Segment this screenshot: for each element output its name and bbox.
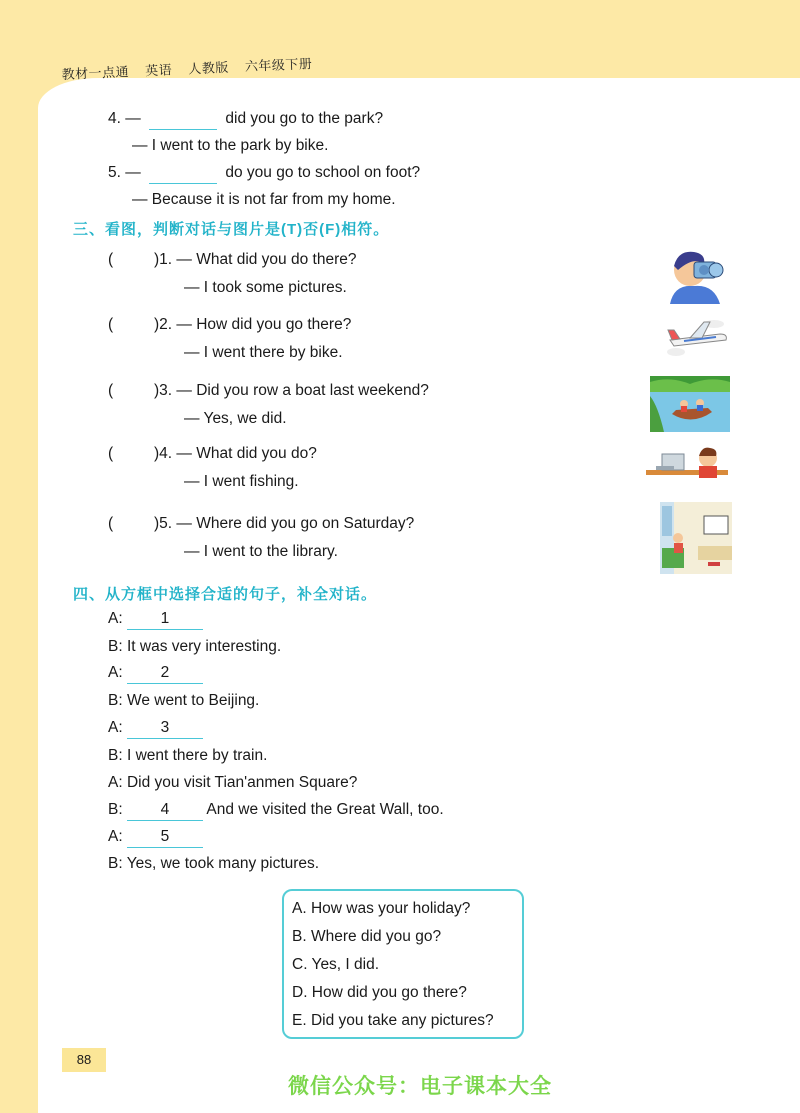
section3-title: 三、看图，判断对话与图片是(T)否(F)相符。 <box>73 221 390 238</box>
header-book: 教材一点通 <box>61 64 130 83</box>
answer-blank[interactable] <box>149 163 217 184</box>
s3-item-3: ( )3. — Did you row a boat last weekend? <box>108 382 429 399</box>
library-room-illustration <box>660 502 732 574</box>
option-c: C. Yes, I did. <box>292 956 380 973</box>
answer-blank[interactable]: 3 <box>127 718 203 739</box>
q4-answer: — I went to the park by bike. <box>132 137 329 154</box>
answer-blank[interactable]: 5 <box>127 827 203 848</box>
q5-question: 5. — do you go to school on foot? <box>108 163 420 184</box>
s3-item-2: ( )2. — How did you go there? <box>108 316 352 333</box>
section4-title: 四、从方框中选择合适的句子，补全对话。 <box>73 586 378 603</box>
page-number: 88 <box>62 1048 106 1072</box>
dialogue-line-4: B: We went to Beijing. <box>108 692 260 709</box>
answer-blank[interactable]: 1 <box>127 609 203 630</box>
dialogue-line-7: A: Did you visit Tian'anmen Square? <box>108 774 358 791</box>
dialogue-line-8: B: 4 And we visited the Great Wall, too. <box>108 800 444 821</box>
option-e: E. Did you take any pictures? <box>292 1012 494 1029</box>
dialogue-line-2: B: It was very interesting. <box>108 638 282 655</box>
s3-item-1: ( )1. — What did you do there? <box>108 251 357 268</box>
options-box <box>282 889 524 1039</box>
s3-item-3-answer: — Yes, we did. <box>184 410 287 427</box>
option-b: B. Where did you go? <box>292 928 442 945</box>
camera-boy-illustration <box>664 244 730 304</box>
answer-blank[interactable]: 4 <box>127 800 203 821</box>
q4-question: 4. — did you go to the park? <box>108 109 383 130</box>
airplane-illustration <box>664 312 730 364</box>
dialogue-line-1: A: 1 <box>108 609 203 630</box>
dialogue-line-5: A: 3 <box>108 718 203 739</box>
header-edition: 人教版 <box>187 59 230 77</box>
dialogue-line-6: B: I went there by train. <box>108 747 268 764</box>
watermark: 微信公众号：电子课本大全 <box>288 1075 552 1098</box>
header-grade: 六年级下册 <box>244 56 313 75</box>
s3-item-1-answer: — I took some pictures. <box>184 279 347 296</box>
header-subject: 英语 <box>144 62 173 79</box>
rowing-boat-illustration <box>650 376 730 432</box>
q5-answer: — Because it is not far from my home. <box>132 191 396 208</box>
answer-blank[interactable] <box>149 109 217 130</box>
dialogue-line-10: B: Yes, we took many pictures. <box>108 855 320 872</box>
answer-blank[interactable]: 2 <box>127 663 203 684</box>
dialogue-line-9: A: 5 <box>108 827 203 848</box>
s3-item-5: ( )5. — Where did you go on Saturday? <box>108 515 415 532</box>
computer-boy-illustration <box>644 440 730 492</box>
s3-item-2-answer: — I went there by bike. <box>184 344 343 361</box>
option-a: A. How was your holiday? <box>292 900 471 917</box>
option-d: D. How did you go there? <box>292 984 467 1001</box>
s3-item-4: ( )4. — What did you do? <box>108 445 317 462</box>
dialogue-line-3: A: 2 <box>108 663 203 684</box>
s3-item-5-answer: — I went to the library. <box>184 543 338 560</box>
s3-item-4-answer: — I went fishing. <box>184 473 299 490</box>
